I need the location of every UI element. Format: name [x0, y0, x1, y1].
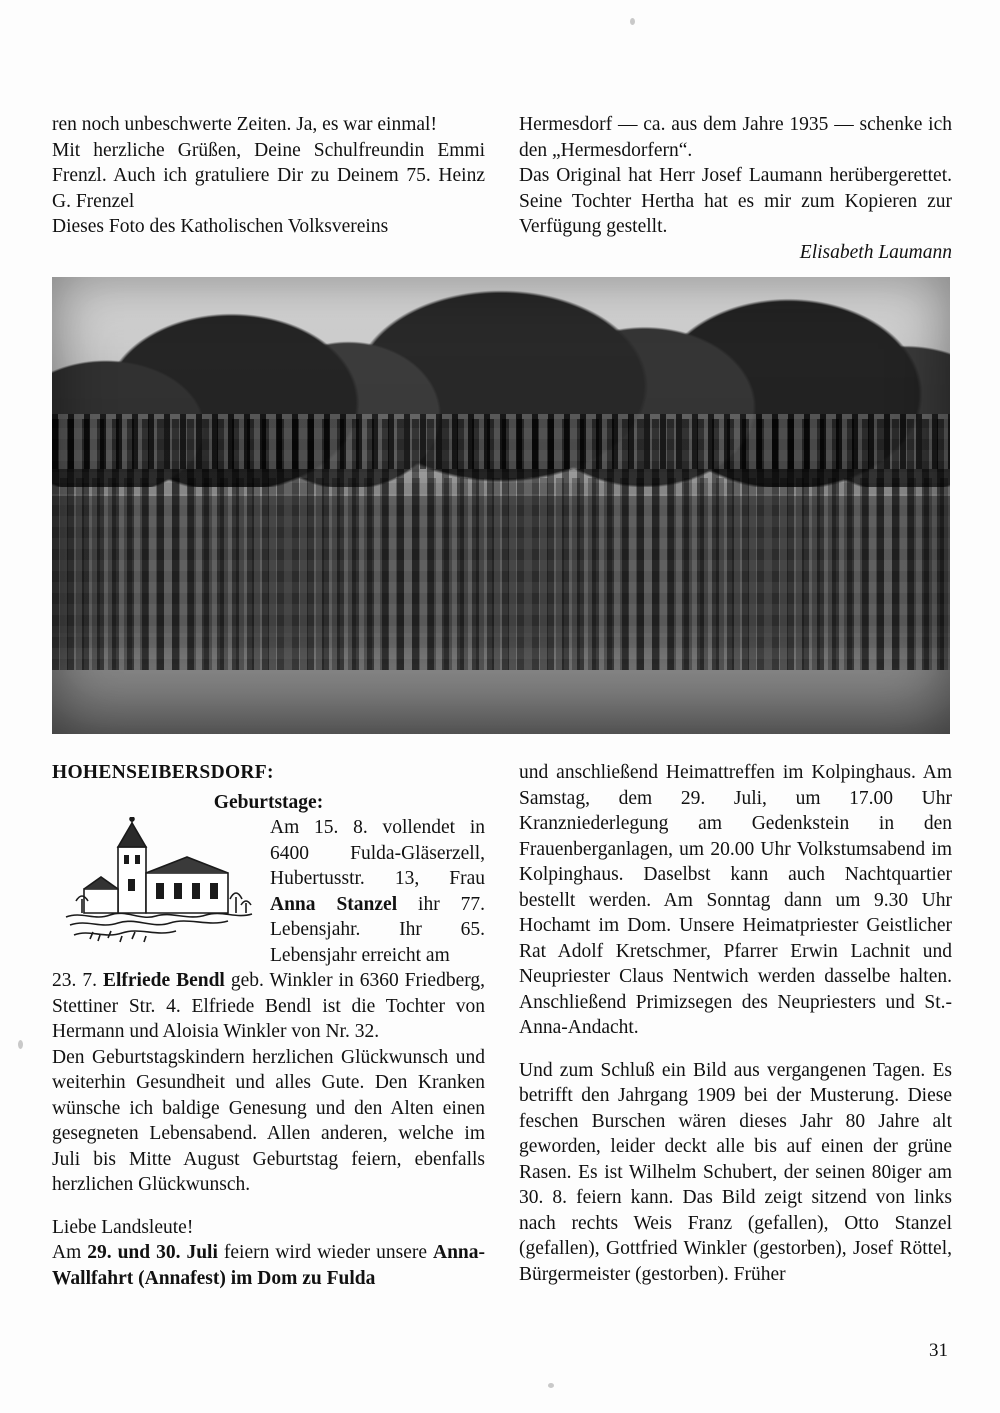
text-run: Am — [52, 1242, 88, 1263]
top-left-column — [52, 112, 485, 265]
event-date: 29. und 30. Juli — [87, 1242, 218, 1263]
paragraph: Und zum Schluß ein Bild aus vergangenen Tagen. Es betrifft den Jahrgang 1909 bei der Musterung. Diese feschen Burschen wären dieses Jahr 80 Jahre alt geworden, leider deckt alle bis auf einen der grüne Rasen. Es ist Wilhelm Schubert, der seinen 80iger am 30. 8. feiern kann. Das Bild zeigt sitzend von links nach rechts Weis Franz (gefallen), Otto Stanzel (gefallen), Gottfried Winkler (gestorben), Josef Röttel, Bürgermeister (gestorben). Früher — [519, 1059, 952, 1285]
scan-speck — [18, 1040, 23, 1049]
text-run: feiern wird wieder unsere — [217, 1242, 433, 1263]
text-run: ihr 77. Lebensjahr. Ihr 65. Lebensjahr erreicht am — [270, 893, 485, 966]
person-name: Anna Stanzel — [270, 893, 398, 915]
person-name: Elfriede Bendl — [102, 970, 225, 991]
text-run: Am 15. 8. vollendet in 6400 Fulda-Gläserzell, Hubertusstr. 13, Frau — [270, 817, 485, 889]
scan-speck — [548, 1383, 554, 1388]
text-run: geb. Winkler in 6360 Friedberg, Stettiner Str. 4. Elfriede Bendl ist die Tochter von Hermann und Aloisia Winkler von Nr. 32. — [52, 970, 485, 1042]
event-name: Anna-Wallfahrt (Annafest) im Dom zu Fulda — [52, 1242, 486, 1289]
paragraph: Den Geburtstagskindern herzlichen Glückwunsch und weiterhin Gesundheit und alles Gute. Den Kranken wünsche ich baldige Genesung und den Alten einen gesegneten Lebensabend. Allen anderen, welche im Juli bis Mitte August Geburtstag feiern, ebenfalls herzlichen Glückwunsch. — [52, 1046, 485, 1195]
paragraph: Hermesdorf — ca. aus dem Jahre 1935 — schenke ich den „Hermesdorfern“. — [519, 114, 952, 161]
paragraph: und anschließend Heimattreffen im Kolpinghaus. Am Samstag, dem 29. Juli, um 17.00 Uhr Kranzniederlegung am Gedenkstein in den Frauenberganlagen, um 20.00 Uhr Volkstumsabend im Kolpinghaus. Daselbst kann auch Nachtquartier bestellt werden. Am Sonntag dann um 9.30 Uhr Hochamt im Dom. Unsere Heimatpriester Geistlicher Rat Adolf Kretschmer, Pfarrer Erwin Lachnit und Neupriester Claus Nentwich werden dasselbe halten. Anschließend Primizsegen des Neupriesters und St.-Anna-Andacht. — [519, 762, 952, 1038]
author-signature — [519, 240, 952, 266]
subsection-heading: Geburtstage: — [213, 791, 324, 813]
group-photo — [52, 277, 950, 734]
church-illustration — [60, 817, 260, 965]
paragraph — [52, 1240, 485, 1291]
bottom-text-columns — [52, 760, 952, 1291]
page-number: 31 — [929, 1340, 948, 1361]
section-heading: HOHENSEIBERSDORF: — [52, 762, 274, 783]
photo-crowd-front — [52, 478, 950, 670]
bottom-left-column — [52, 760, 485, 1291]
text-run: 23. 7. — [52, 970, 103, 991]
top-text-columns — [52, 112, 952, 265]
paragraph-spacer — [519, 1041, 952, 1058]
paragraph: Liebe Landsleute! — [52, 1216, 194, 1238]
paragraph: Das Original hat Herr Josef Laumann herübergerettet. Seine Tochter Hertha hat es mir zum Kopieren zur Verfügung gestellt. — [519, 165, 952, 237]
paragraph: Dieses Foto des Katholischen Volksvereins — [52, 216, 389, 237]
paragraph-spacer — [52, 1198, 485, 1215]
paragraph — [52, 968, 485, 1045]
signature-text: Elisabeth Laumann — [799, 241, 952, 263]
scan-speck — [630, 18, 635, 25]
paragraph: ren noch unbeschwerte Zeiten. Ja, es war einmal! — [52, 114, 437, 135]
paragraph: Mit herzliche Grüßen, Deine Schulfreundin Emmi Frenzl. Auch ich gratuliere Dir zu Deinem 75. Heinz G. Frenzel — [52, 139, 485, 212]
bottom-right-column — [519, 760, 952, 1291]
top-right-column — [519, 112, 952, 265]
